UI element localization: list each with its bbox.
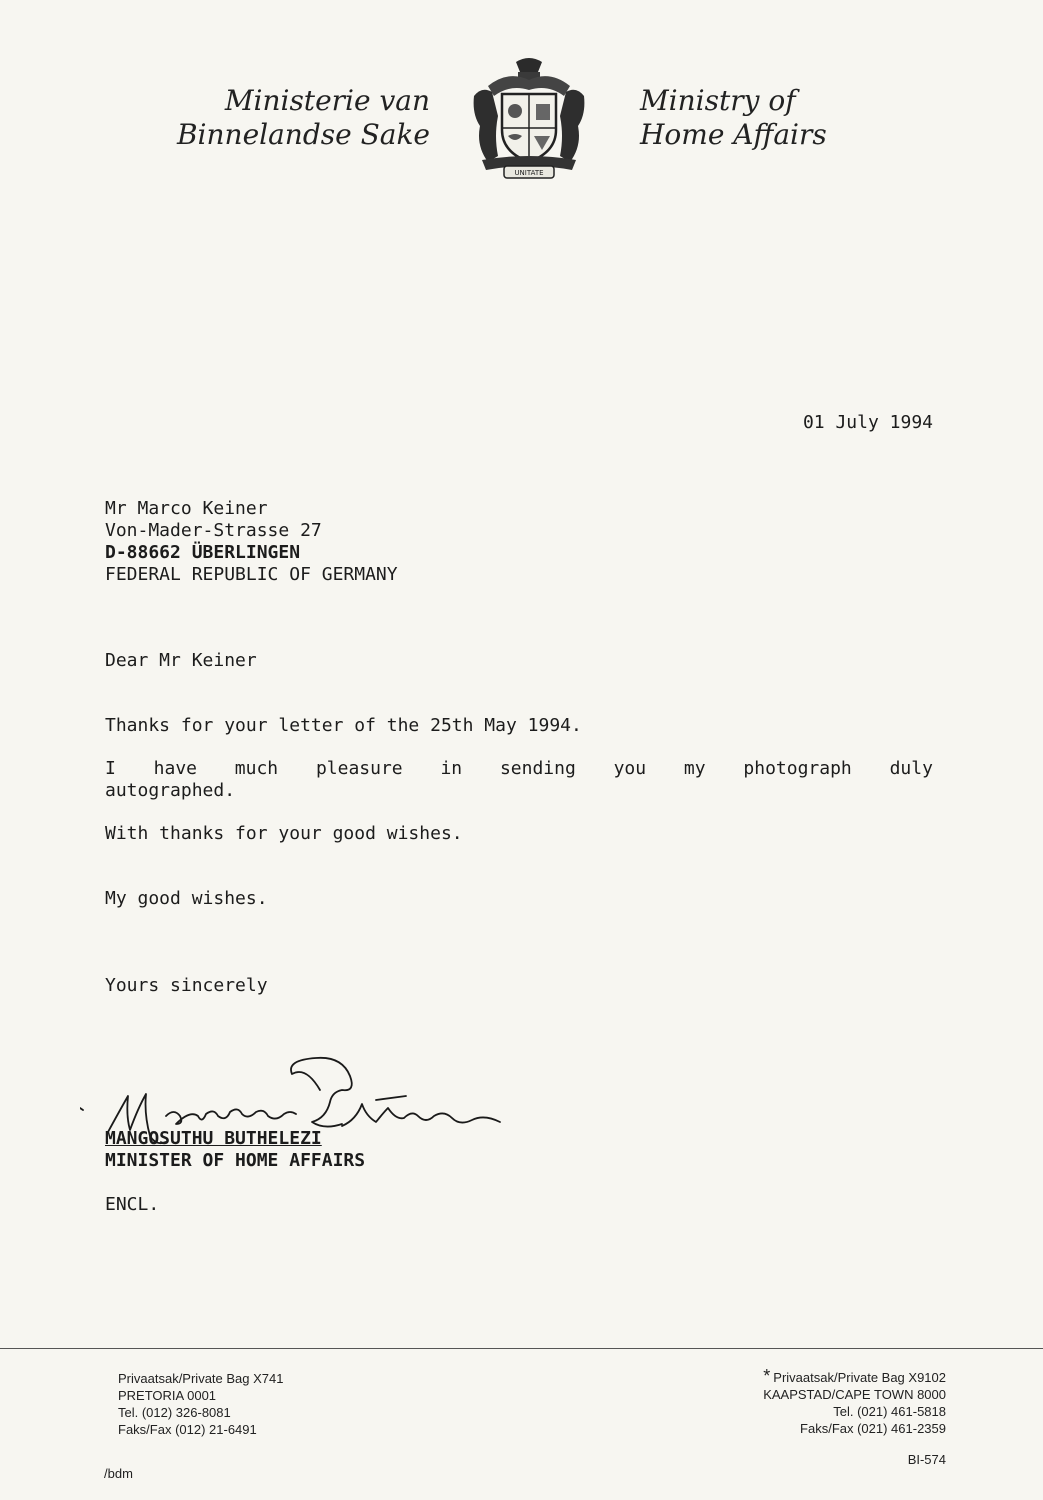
letterhead-english-line2: Home Affairs	[640, 118, 827, 151]
letterhead-afrikaans	[140, 84, 430, 152]
recipient-address	[105, 498, 398, 586]
crest-motto: UNITATE	[514, 169, 544, 177]
paragraph-2-word: much	[234, 758, 279, 779]
paragraph-2-word: duly	[889, 758, 933, 779]
asterisk-icon: *	[763, 1366, 771, 1386]
paragraph-2-word: have	[153, 758, 197, 779]
paragraph-2-word: photograph	[743, 758, 852, 779]
recipient-city: D-88662 ÜBERLINGEN	[105, 542, 301, 563]
paragraph-3: With thanks for your good wishes.	[105, 823, 463, 844]
closing: Yours sincerely	[105, 975, 268, 996]
recipient-street: Von-Mader-Strasse 27	[105, 520, 322, 541]
letterhead-afrikaans-line1: Ministerie van	[224, 84, 430, 117]
paragraph-2-line-1	[105, 758, 933, 780]
recipient-country: FEDERAL REPUBLIC OF GERMANY	[105, 564, 398, 585]
letterhead-english-line1: Ministry of	[640, 84, 796, 117]
footer-right-line2: KAAPSTAD/CAPE TOWN 8000	[763, 1387, 946, 1402]
footer-cape-town-address	[700, 1368, 946, 1437]
signer-block	[105, 1128, 365, 1172]
footer-right-line3: Tel. (021) 461-5818	[833, 1404, 946, 1419]
letterhead-afrikaans-line2: Binnelandse Sake	[176, 118, 430, 151]
footer-left-line1: Privaatsak/Private Bag X741	[118, 1371, 284, 1386]
reference-code: BI-574	[907, 1452, 946, 1467]
footer-left-line2: PRETORIA 0001	[118, 1388, 217, 1403]
paragraph-2-word: in	[440, 758, 463, 779]
paragraph-2-word: I	[105, 758, 116, 779]
signer-name: MANGOSUTHU BUTHELEZI	[105, 1128, 322, 1149]
footer-right-line4: Faks/Fax (021) 461-2359	[800, 1421, 946, 1436]
paragraph-2-word: my	[683, 758, 706, 779]
footer-pretoria-address	[118, 1370, 283, 1438]
enclosure-note: ENCL.	[105, 1194, 160, 1215]
paragraph-1: Thanks for your letter of the 25th May 1994.	[105, 715, 582, 736]
typist-reference: /bdm	[104, 1466, 133, 1481]
footer-right-line1: Privaatsak/Private Bag X9102	[773, 1370, 946, 1385]
footer-left-line4: Faks/Fax (012) 21-6491	[118, 1422, 257, 1437]
paragraph-4: My good wishes.	[105, 888, 268, 909]
signer-title: MINISTER OF HOME AFFAIRS	[105, 1150, 366, 1171]
paragraph-2-word: pleasure	[315, 758, 403, 779]
paragraph-2-line-2: autographed.	[105, 780, 236, 801]
footer-left-line3: Tel. (012) 326-8081	[118, 1405, 231, 1420]
paragraph-2-word: you	[613, 758, 647, 779]
letter-date: 01 July 1994	[802, 412, 933, 433]
footer-divider	[0, 1348, 1043, 1349]
paragraph-2	[105, 758, 933, 802]
coat-of-arms-icon	[468, 56, 590, 180]
recipient-name: Mr Marco Keiner	[105, 498, 268, 519]
salutation: Dear Mr Keiner	[105, 650, 257, 671]
letterhead-english	[640, 84, 880, 152]
paragraph-2-word: sending	[499, 758, 576, 779]
